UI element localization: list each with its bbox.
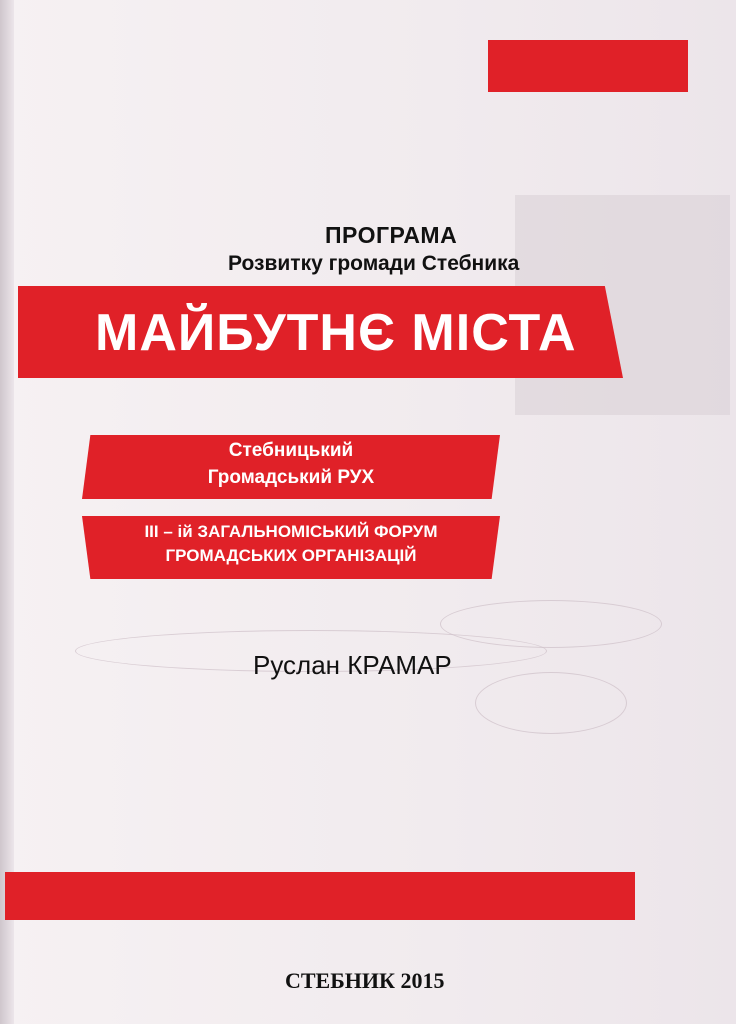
- movement-text: [82, 437, 500, 491]
- page-edge-shadow: [0, 0, 14, 1024]
- movement-line-1: Стебницький: [228, 440, 354, 461]
- top-right-red-bar: [488, 40, 688, 92]
- author-name: Руслан КРАМАР: [253, 650, 452, 680]
- movement-line-2: Громадський РУХ: [207, 467, 375, 488]
- bottom-red-bar: [5, 872, 635, 920]
- forum-text: [82, 520, 500, 568]
- program-label: ПРОГРАМА: [325, 222, 458, 248]
- bleed-through-oval: [475, 672, 627, 734]
- forum-line-2: ГРОМАДСЬКИХ ОРГАНІЗАЦІЙ: [165, 546, 417, 565]
- forum-line-1: III – ій ЗАГАЛЬНОМІСЬКИЙ ФОРУМ: [144, 522, 438, 541]
- main-title: МАЙБУТНЄ МІСТА: [95, 304, 577, 362]
- program-subtitle: Розвитку громади Стебника: [228, 252, 520, 275]
- publication-place-year: СТЕБНИК 2015: [285, 968, 445, 993]
